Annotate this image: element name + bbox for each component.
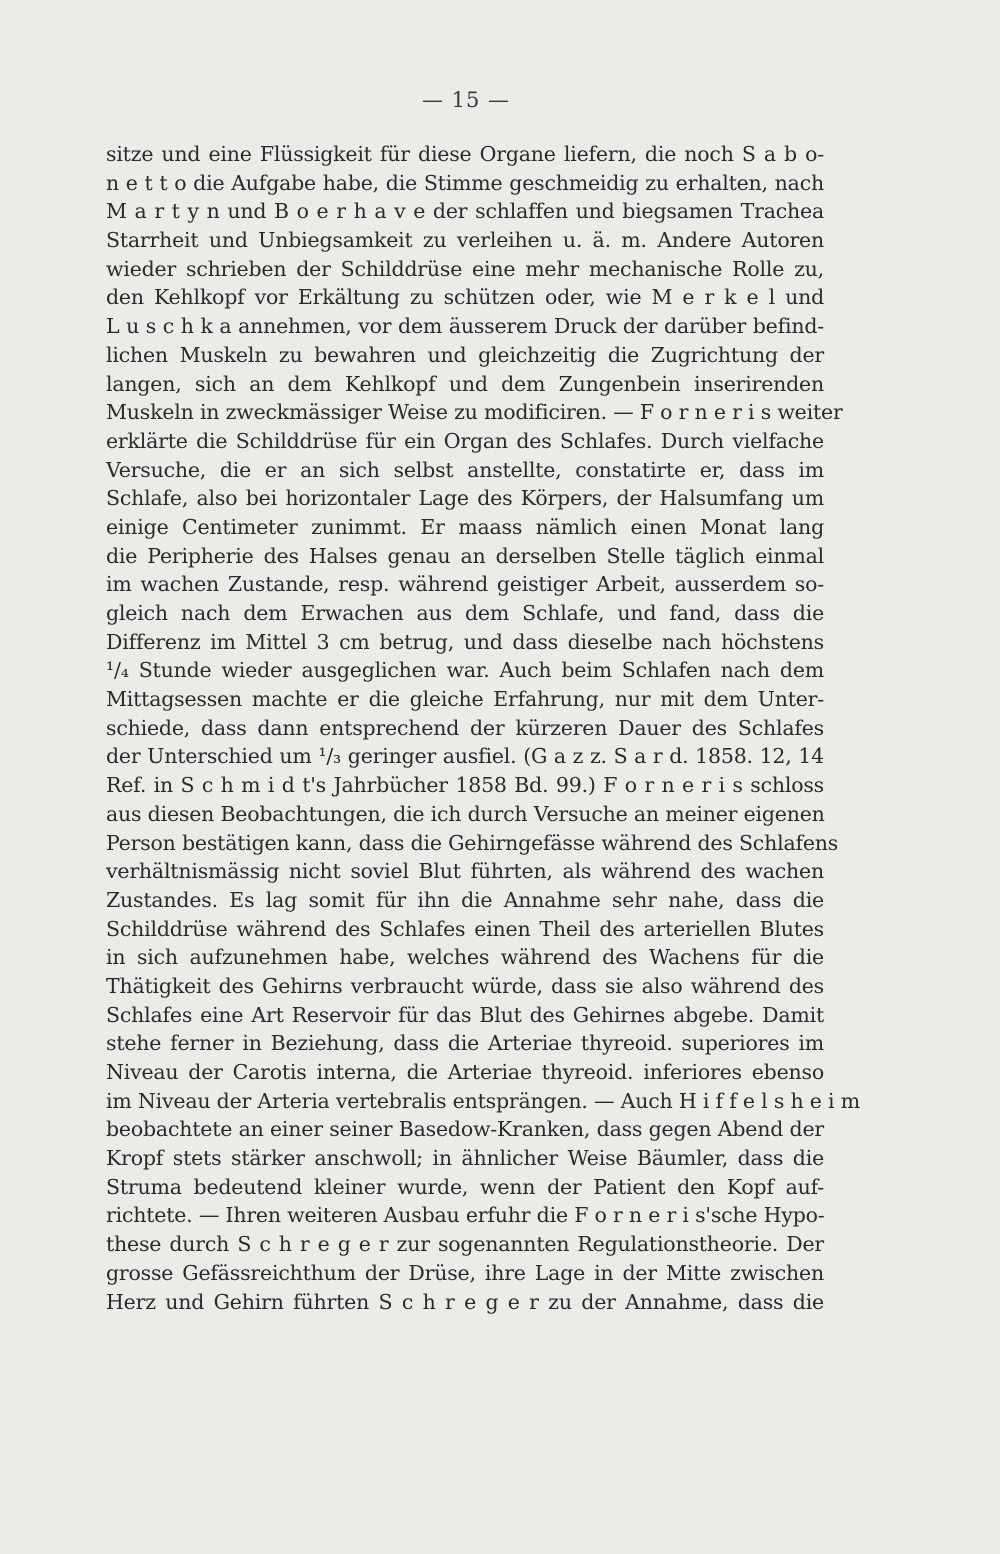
text-line: ¹/₄ Stunde wieder ausgeglichen war. Auch beim Schlafen nach dem (106, 658, 824, 683)
text-line: Starrheit und Unbiegsamkeit zu verleihen u. ä. m. Andere Autoren (106, 228, 824, 253)
text-line: M a r t y n und B o e r h a v e der schlaffen und biegsamen Trachea (106, 199, 824, 224)
text-line: der Unterschied um ¹/₃ geringer ausfiel. (G a z z. S a r d. 1858. 12, 14 (106, 744, 824, 769)
text-line: Struma bedeutend kleiner wurde, wenn der Patient den Kopf auf- (106, 1174, 824, 1199)
text-line: schiede, dass dann entsprechend der kürzeren Dauer des Schlafes (106, 715, 824, 740)
text-line: Kropf stets stärker anschwoll; in ähnlicher Weise Bäumler, dass die (106, 1146, 824, 1171)
text-line: aus diesen Beobachtungen, die ich durch Versuche an meiner eigenen (106, 801, 825, 826)
text-line: L u s c h k a annehmen, vor dem äusserem Druck der darüber befind- (106, 314, 824, 339)
text-line: Schilddrüse während des Schlafes einen Theil des arteriellen Blutes (106, 916, 824, 941)
text-line: Person bestätigen kann, dass die Gehirngefässe während des Schlafens (106, 830, 839, 855)
text-line: die Peripherie des Halses genau an derselben Stelle täglich einmal (106, 543, 824, 568)
text-line: Schlafe, also bei horizontaler Lage des Körpers, der Halsumfang um (106, 486, 824, 511)
text-line: grosse Gefässreichthum der Drüse, ihre Lage in der Mitte zwischen (106, 1260, 824, 1285)
text-line: Versuche, die er an sich selbst anstellte, constatirte er, dass im (106, 457, 824, 482)
text-line: in sich aufzunehmen habe, welches während des Wachens für die (106, 945, 824, 970)
text-line: sitze und eine Flüssigkeit für diese Organe liefern, die noch S a b o- (106, 142, 824, 166)
text-line: wieder schrieben der Schilddrüse eine mehr mechanische Rolle zu, (106, 256, 824, 281)
text-line: im Niveau der Arteria vertebralis entsprängen. — Auch H i f f e l s h e i m (106, 1088, 860, 1113)
text-line: im wachen Zustande, resp. während geistiger Arbeit, ausserdem so- (106, 572, 824, 597)
text-line: gleich nach dem Erwachen aus dem Schlafe, und fand, dass die (106, 601, 824, 625)
body-text (106, 140, 860, 1316)
text-line: Schlafes eine Art Reservoir für das Blut des Gehirnes abgebe. Damit (106, 1002, 824, 1027)
text-line: Differenz im Mittel 3 cm betrug, und dass dieselbe nach höchstens (106, 629, 824, 654)
text-line: Niveau der Carotis interna, die Arteriae thyreoid. inferiores ebenso (106, 1060, 824, 1084)
text-line: richtete. — Ihren weiteren Ausbau erfuhr die F o r n e r i s'sche Hypo- (106, 1203, 825, 1228)
text-line: einige Centimeter zunimmt. Er maass nämlich einen Monat lang (106, 514, 824, 539)
page-number: — 15 — (421, 88, 511, 112)
text-line: den Kehlkopf vor Erkältung zu schützen oder, wie M e r k e l und (106, 285, 824, 310)
text-line: Zustandes. Es lag somit für ihn die Annahme sehr nahe, dass die (106, 887, 824, 912)
text-line: Ref. in S c h m i d t's Jahrbücher 1858 Bd. 99.) F o r n e r i s schloss (106, 773, 824, 798)
text-line: lichen Muskeln zu bewahren und gleichzeitig die Zugrichtung der (106, 342, 824, 367)
text-line: erklärte die Schilddrüse für ein Organ des Schlafes. Durch vielfache (106, 428, 824, 453)
text-line: n e t t o die Aufgabe habe, die Stimme geschmeidig zu erhalten, nach (106, 170, 824, 195)
text-line: these durch S c h r e g e r zur sogenannten Regulationstheorie. Der (106, 1232, 824, 1257)
text-line: Muskeln in zweckmässiger Weise zu modificiren. — F o r n e r i s weiter (106, 400, 843, 425)
text-line: langen, sich an dem Kehlkopf und dem Zungenbein inserirenden (106, 371, 824, 396)
text-line: Thätigkeit des Gehirns verbraucht würde, dass sie also während des (106, 973, 824, 998)
text-line: stehe ferner in Beziehung, dass die Arteriae thyreoid. superiores im (106, 1031, 824, 1056)
text-line: verhältnismässig nicht soviel Blut führten, als während des wachen (106, 859, 824, 884)
text-line: Mittagsessen machte er die gleiche Erfahrung, nur mit dem Unter- (106, 687, 824, 712)
text-line: beobachtete an einer seiner Basedow-Kranken, dass gegen Abend der (106, 1117, 824, 1142)
text-line: Herz und Gehirn führten S c h r e g e r zu der Annahme, dass die (106, 1289, 824, 1314)
